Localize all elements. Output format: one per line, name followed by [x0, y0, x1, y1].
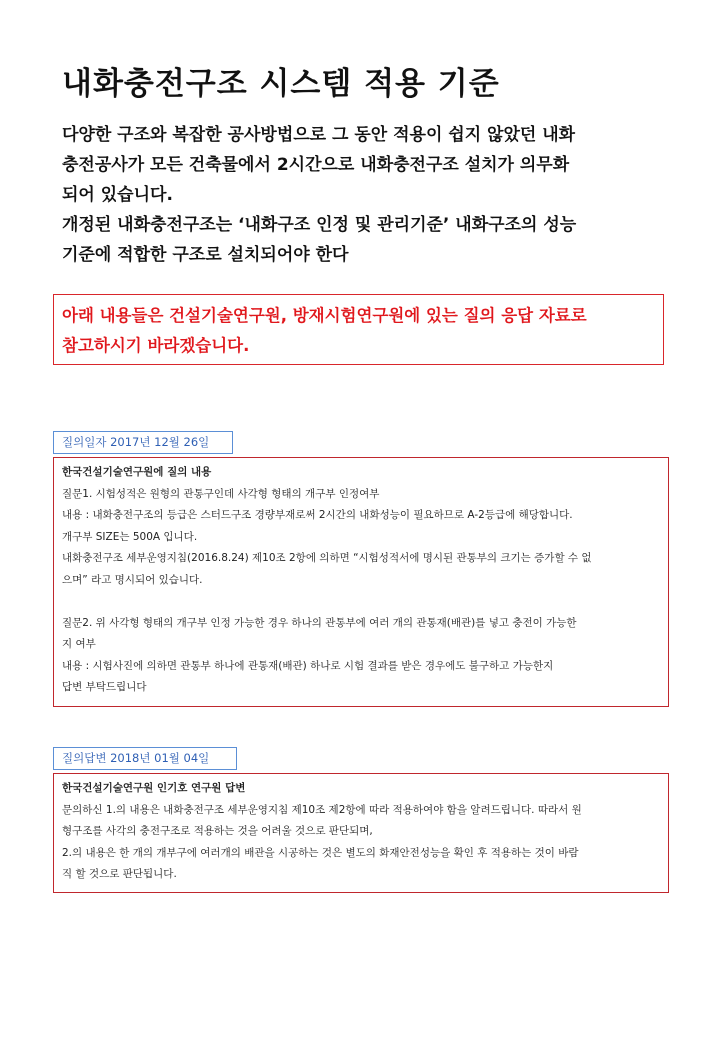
answer-box — [53, 773, 669, 893]
notice-box — [53, 294, 664, 365]
question-line: 으며” 라고 명시되어 있습니다. — [62, 573, 203, 586]
question-line: 개구부 SIZE는 500A 입니다. — [62, 530, 198, 543]
intro-line: 기준에 적합한 구조로 설치되어야 한다 — [62, 245, 349, 265]
notice-line: 아래 내용들은 건설기술연구원, 방재시험연구원에 있는 질의 응답 자료로 — [62, 306, 587, 325]
question-line: 내용 : 시험사진에 의하면 관통부 하나에 관통재(배관) 하나로 시험 결과를 받은 경우에도 불구하고 가능한지 — [62, 659, 554, 672]
intro-line: 충전공사가 모든 건축물에서 2시간으로 내화충전구조 설치가 의무화 — [62, 155, 570, 175]
answer-date-tag: 질의답변 2018년 01월 04일 — [53, 747, 237, 770]
answer-line: 문의하신 1.의 내용은 내화충전구조 세부운영지침 제10조 제2항에 따라 적용하여야 함을 알려드립니다. 따라서 원 — [62, 803, 582, 816]
question-box — [53, 457, 669, 707]
answer-box-title: 한국건설기술연구원 인기호 연구원 답변 — [62, 782, 246, 794]
question-line: 답변 부탁드립니다 — [62, 681, 147, 693]
question-box-title: 한국건설기술연구원에 질의 내용 — [62, 466, 212, 478]
question-date-tag: 질의일자 2017년 12월 26일 — [53, 431, 233, 454]
paragraph-spacer — [62, 591, 668, 613]
answer-line: 2.의 내용은 한 개의 개부구에 여러개의 배관을 시공하는 것은 별도의 화재안전성능을 확인 후 적용하는 것이 바람 — [62, 846, 579, 859]
answer-line: 형구조를 사각의 충전구조로 적용하는 것을 어려울 것으로 판단되며, — [62, 825, 373, 837]
question-line: 내화충전구조 세부운영지침(2016.8.24) 제10조 2항에 의하면 “시험성적서에 명시된 관통부의 크기는 증가할 수 없 — [62, 552, 592, 564]
question-line: 내용 : 내화충전구조의 등급은 스터드구조 경량부재로써 2시간의 내화성능이 필요하므로 A-2등급에 해당합니다. — [62, 509, 573, 521]
question-line: 질문1. 시험성적은 원형의 관통구인데 사각형 형태의 개구부 인정여부 — [62, 487, 380, 500]
notice-line: 참고하시기 바라겠습니다. — [62, 336, 250, 355]
question-line: 질문2. 위 사각형 형태의 개구부 인정 가능한 경우 하나의 관통부에 여러 개의 관통재(배관)를 넣고 충전이 가능한 — [62, 616, 577, 629]
intro-line: 되어 있습니다. — [62, 185, 173, 205]
answer-line: 직 할 것으로 판단됩니다. — [62, 868, 177, 880]
intro-line: 개정된 내화충전구조는 ‘내화구조 인정 및 관리기준’ 내화구조의 성능 — [62, 215, 577, 235]
page-title: 내화충전구조 시스템 적용 기준 — [62, 66, 500, 102]
question-line: 지 여부 — [62, 638, 96, 650]
intro-paragraph — [62, 120, 682, 270]
intro-line: 다양한 구조와 복잡한 공사방법으로 그 동안 적용이 쉽지 않았던 내화 — [62, 125, 576, 145]
